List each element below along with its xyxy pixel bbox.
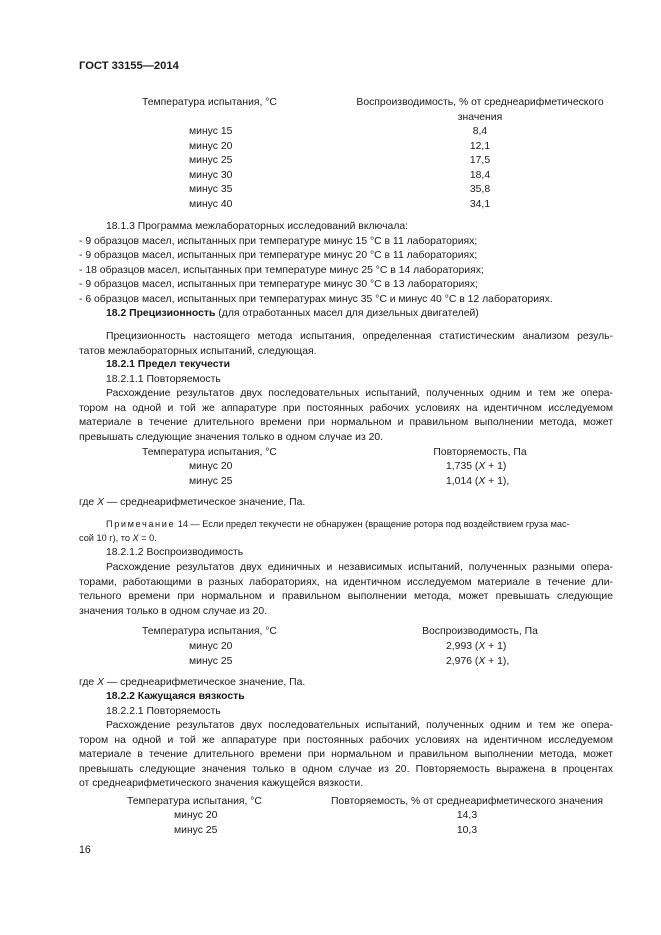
- paragraph-line: превышать следующие значения только в одном случае из 20.: [79, 431, 384, 443]
- list-item: - 6 образцов масел, испытанных при температурах минус 35 °С и минус 40 °С в 12 лабораториях.: [79, 293, 553, 305]
- table1-value-header: [346, 96, 614, 125]
- paragraph-line: материале в течение длительного времени при нормальном и правильном выполнении метода, может: [79, 749, 613, 761]
- table1-temp-column: [142, 96, 277, 111]
- table4-row-temp: минус 25: [174, 824, 218, 836]
- table2-row-value: 1,735 (X + 1): [446, 461, 507, 472]
- paragraph-line: торами, работающими в разных лабораториях, на идентичном исследуемом материале в течение дли-: [79, 576, 613, 588]
- table1-row-value: 17,5: [469, 155, 491, 167]
- section-18-2-1-heading: 18.2.1 Предел текучести: [106, 359, 231, 370]
- paragraph-line: материале в течение длительного времени при нормальном и правильном выполнении метода, может: [79, 417, 613, 429]
- list-item: - 18 образцов масел, испытанных при температуре минус 25 °С в 14 лабораториях;: [79, 264, 484, 276]
- section-18-1-3-intro: 18.1.3 Программа межлабораторных исследований включала:: [106, 221, 409, 232]
- table2-row-temp: минус 20: [189, 461, 233, 472]
- table2-temps: [142, 446, 277, 461]
- table1-row-temp: минус 35: [189, 184, 233, 196]
- document-header: ГОСТ 33155—2014: [79, 60, 179, 72]
- section-18-2-2-heading: 18.2.2 Кажущаяся вязкость: [106, 691, 245, 702]
- table1-row-value: 12,1: [469, 140, 491, 152]
- section-18-1-3: [79, 220, 613, 308]
- table1-row-value: 8,4: [472, 126, 488, 137]
- list-item: - 9 образцов масел, испытанных при температуре минус 20 °С в 11 лабораториях;: [79, 250, 478, 262]
- note-text: 14 — Если предел текучести не обнаружен (вращение ротора под воздействием груза мас-: [175, 519, 570, 529]
- table3-temps: [189, 640, 232, 669]
- table4-temps: [174, 809, 217, 838]
- note-text-cont: сой 10 г), то X = 0.: [79, 532, 157, 543]
- paragraph-line: Расхождение результатов двух единичных и независимых испытаний, полученных разными опера-: [106, 562, 613, 573]
- paragraph-line: Расхождение результатов двух последовательных испытаний, полученных одним и тем же опера-: [106, 388, 613, 399]
- table1-row-value: 18,4: [469, 169, 491, 181]
- table4-row-value: 14,3: [456, 810, 478, 821]
- paragraph-line: тором на одной и той же аппаратуре при постоянных рабочих условиях на идентичном исследуемом: [79, 402, 613, 414]
- section-18-2-title-rest: (для отработанных масел для дизельных двигателей): [215, 308, 479, 319]
- table4-row-temp: минус 20: [174, 810, 218, 821]
- section-18-2-2-1-paragraph: [79, 719, 613, 792]
- table4-header-col2: [318, 795, 616, 810]
- table3-row-temp: минус 25: [189, 655, 233, 667]
- table4-values: [427, 809, 507, 838]
- section-18-2-1-2-heading: 18.2.1.2 Воспроизводимость: [106, 547, 244, 558]
- table3-col1-header: Температура испытания, °C: [142, 626, 277, 637]
- paragraph-line: тельного времени при нормальном и правильном выполнении метода, может превышать следующие: [79, 591, 613, 603]
- section-18-2-title: [79, 307, 613, 322]
- paragraph-line: превышать следующие значения только в одном случае из 20. Повторяемость выражена в процентах: [79, 763, 613, 775]
- section-18-2-title-bold: 18.2 Прецизионность: [106, 308, 216, 319]
- section-18-2-2-1-heading: 18.2.2.1 Повторяемость: [106, 705, 221, 717]
- note-14: [79, 518, 613, 545]
- table4-row-value: 10,3: [456, 824, 478, 836]
- table1-row-temp: минус 20: [189, 140, 233, 152]
- table1-temps: [189, 125, 232, 213]
- table3-row-value: 2,993 (X + 1): [446, 641, 507, 652]
- table1-row-temp: минус 15: [189, 126, 233, 137]
- table3-col2-header: Воспроизводимость, Па: [422, 626, 538, 637]
- table2-col2-header: Повторяемость, Па: [433, 447, 527, 458]
- table1-col2-header: Воспроизводимость, % от среднеарифметического: [356, 97, 604, 108]
- table2-value-rows: [446, 460, 509, 489]
- section-18-2-2-title: [79, 690, 613, 719]
- table3-values: [446, 640, 509, 669]
- where-clause-1: [79, 496, 613, 511]
- table1-row-temp: минус 25: [189, 155, 233, 167]
- table2-col1-header: Температура испытания, °C: [142, 447, 277, 458]
- list-item: - 9 образцов масел, испытанных при температуре минус 15 °С в 11 лабораториях;: [79, 235, 478, 247]
- table2-values: [410, 446, 550, 461]
- table4-header-col1: [127, 795, 262, 810]
- paragraph-line: татов межлабораторных испытаний, следующая.: [79, 345, 317, 357]
- where-clause-2: [79, 676, 613, 691]
- table4-col1-header: Температура испытания, °C: [127, 796, 262, 807]
- section-18-2-1-2-title: [79, 546, 613, 561]
- note-label: Примечание: [106, 519, 176, 529]
- where-text: где X — среднеарифметическое значение, Па.: [79, 497, 306, 508]
- table3-row-temp: минус 20: [189, 641, 233, 652]
- table1-row-value: 35,8: [469, 184, 491, 196]
- table2-temp-rows: [189, 460, 232, 489]
- paragraph-line: значения только в одном случае из 20.: [79, 605, 268, 617]
- table1-values: [440, 125, 520, 213]
- table1-row-temp: минус 40: [189, 198, 233, 210]
- table1-row-temp: минус 30: [189, 169, 233, 181]
- section-18-2-1-2-paragraph: [79, 561, 613, 619]
- table2-row-value: 1,014 (X + 1),: [446, 475, 510, 487]
- page-number: 16: [79, 844, 91, 856]
- table1-row-value: 34,1: [469, 198, 491, 210]
- table3-header-col2: [405, 625, 555, 640]
- table4-col2-header: Повторяемость, % от среднеарифметического значения: [330, 796, 604, 807]
- list-item: - 9 образцов масел, испытанных при температуре минус 30 °С в 13 лабораториях;: [79, 279, 478, 291]
- where-text: где X — среднеарифметическое значение, Па.: [79, 677, 306, 688]
- section-18-2-1-title: [79, 358, 613, 387]
- table1-col1-header: Температура испытания, °C: [142, 97, 277, 108]
- table3-row-value: 2,976 (X + 1),: [446, 655, 510, 667]
- section-18-2-paragraph: [79, 330, 613, 359]
- paragraph-line: от среднеарифметического значения кажущейся вязкости.: [79, 778, 364, 790]
- table2-row-temp: минус 25: [189, 475, 233, 487]
- table3-header-col1: [142, 625, 277, 640]
- table1-col2-header-cont: значения: [457, 111, 503, 123]
- section-18-2-1-1-heading: 18.2.1.1 Повторяемость: [106, 373, 221, 385]
- paragraph-line: Расхождение результатов двух последовательных испытаний, полученных одним и тем же опера-: [106, 720, 613, 731]
- paragraph-line: Прецизионность настоящего метода испытания, определенная статистическим анализом резуль-: [106, 331, 613, 342]
- section-18-2-1-1-paragraph: [79, 387, 613, 445]
- paragraph-line: тором на одной и той же аппаратуре при постоянных рабочих условиях на идентичном исследуемом: [79, 734, 613, 746]
